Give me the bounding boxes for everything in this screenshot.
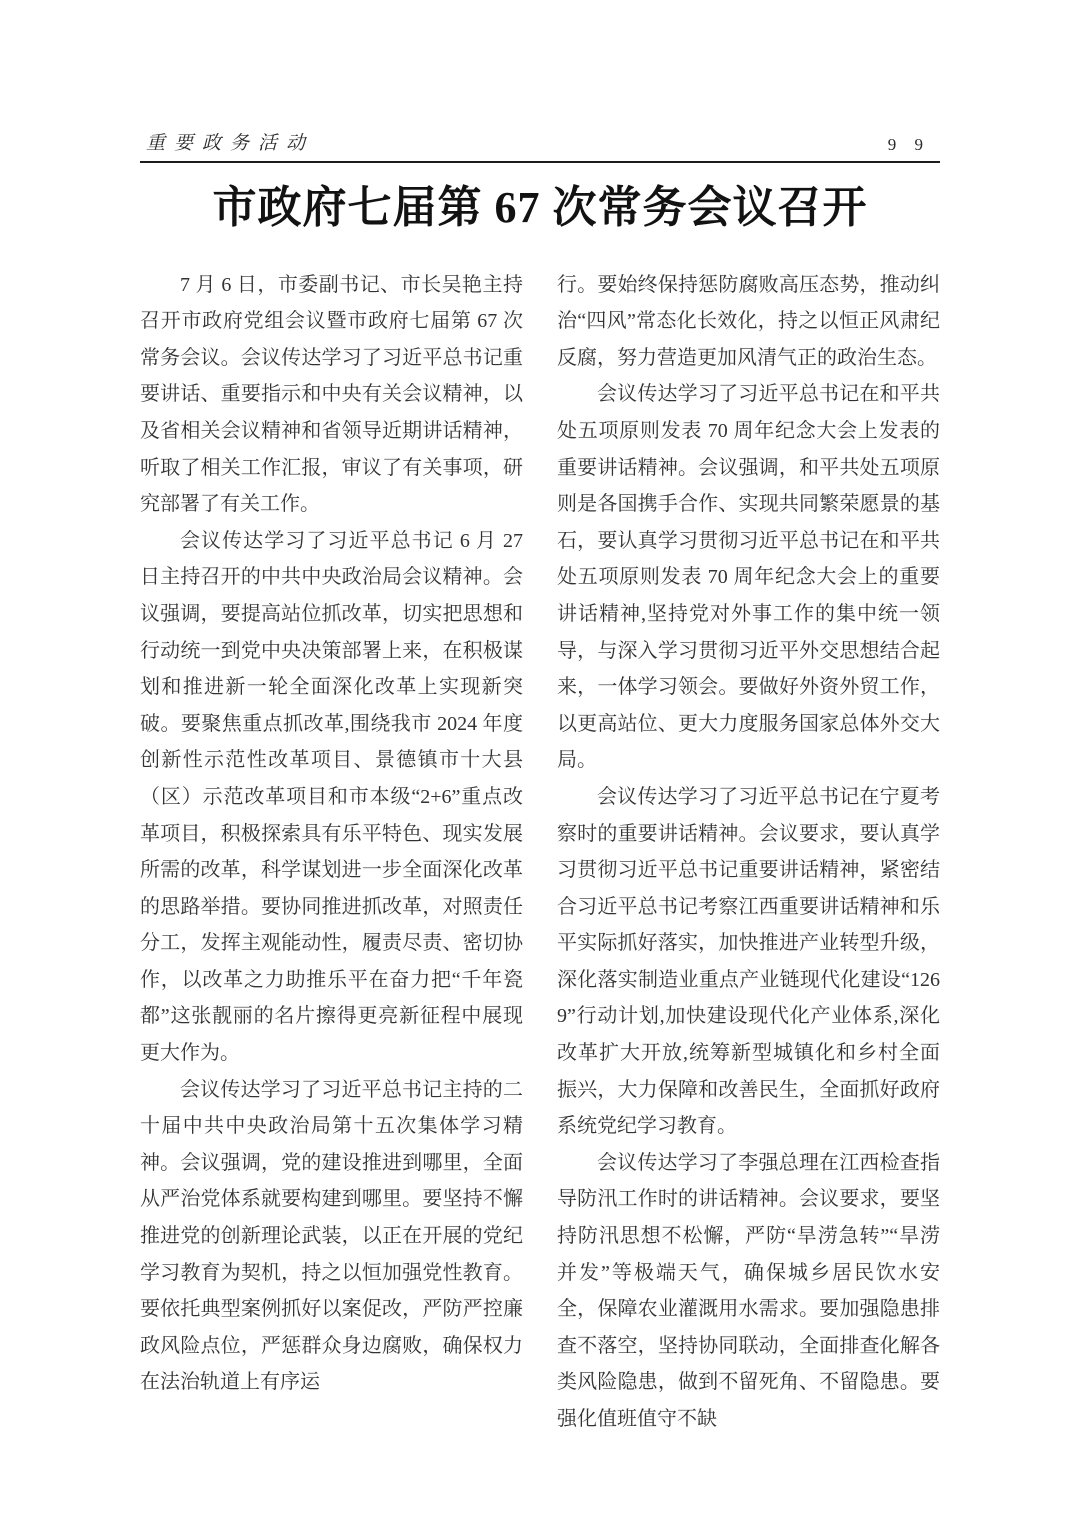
paragraph: 行。要始终保持惩防腐败高压态势，推动纠治“四风”常态化长效化，持之以恒正风肃纪反腐，努力营造更加风清气正的政治生态。 xyxy=(557,273,940,369)
left-column xyxy=(140,267,523,1438)
paragraph: 会议传达学习了习近平总书记主持的二十届中共中央政治局第十五次集体学习精神。会议强调，党的建设推进到哪里，全面从严治党体系就要构建到哪里。要坚持不懈推进党的创新理论武装，以正在开展的党纪学习教育为契机，持之以恒加强党性教育。要依托典型案例抓好以案促改，严防严控廉政风险点位，严惩群众身边腐败，确保权力在法治轨道上有序运 xyxy=(140,1078,523,1394)
paragraph: 会议传达学习了习近平总书记在和平共处五项原则发表 70 周年纪念大会上发表的重要讲话精神。会议强调，和平共处五项原则是各国携手合作、实现共同繁荣愿景的基石，要认真学习贯彻习近平总书记在和平共处五项原则发表 70 周年纪念大会上的重要讲话精神,坚持党对外事工作的集中统一领导，与深入学习贯彻习近平外交思想结合起来，一体学习领会。要做好外资外贸工作，以更高站位、更大力度服务国家总体外交大局。 xyxy=(557,383,940,772)
article-body xyxy=(140,267,940,1438)
paragraph: 7 月 6 日，市委副书记、市长吴艳主持召开市政府党组会议暨市政府七届第 67 次常务会议。会议传达学习了习近平总书记重要讲话、重要指示和中央有关会议精神，以及省相关会议精神和省领导近期讲话精神，听取了相关工作汇报，审议了有关事项，研究部署了有关工作。 xyxy=(140,273,523,516)
page-header xyxy=(140,128,940,163)
paragraph: 会议传达学习了习近平总书记在宁夏考察时的重要讲话精神。会议要求，要认真学习贯彻习近平总书记重要讲话精神，紧密结合习近平总书记考察江西重要讲话精神和乐平实际抓好落实，加快推进产业转型升级，深化落实制造业重点产业链现代化建设“1269”行动计划,加快建设现代化产业体系,深化改革扩大开放,统筹新型城镇化和乡村全面振兴，大力保障和改善民生，全面抓好政府系统党纪学习教育。 xyxy=(557,785,940,1138)
paragraph: 会议传达学习了李强总理在江西检查指导防汛工作时的讲话精神。会议要求，要坚持防汛思想不松懈，严防“旱涝急转”“旱涝并发”等极端天气，确保城乡居民饮水安全，保障农业灌溉用水需求。要加强隐患排查不落空，坚持协同联动，全面排查化解各类风险隐患，做到不留死角、不留隐患。要强化值班值守不缺 xyxy=(557,1151,940,1430)
right-column xyxy=(557,267,940,1438)
article-title: 市政府七届第 67 次常务会议召开 xyxy=(212,183,868,232)
paragraph: 会议传达学习了习近平总书记 6 月 27 日主持召开的中共中央政治局会议精神。会议强调，要提高站位抓改革，切实把思想和行动统一到党中央决策部署上来，在积极谋划和推进新一轮全面深化改革上实现新突破。要聚焦重点抓改革,围绕我市 2024 年度创新性示范性改革项目、景德镇市十大县（区）示范改革项目和市本级“2+6”重点改革项目，积极探索具有乐平特色、现实发展所需的改革，科学谋划进一步全面深化改革的思路举措。要协同推进抓改革，对照责任分工，发挥主观能动性，履责尽责、密切协作，以改革之力助推乐平在奋力把“千年瓷都”这张靓丽的名片擦得更亮新征程中展现更大作为。 xyxy=(140,529,523,1065)
section-label: 重要政务活动 xyxy=(146,133,315,154)
page-number: 9 9 xyxy=(887,135,930,154)
